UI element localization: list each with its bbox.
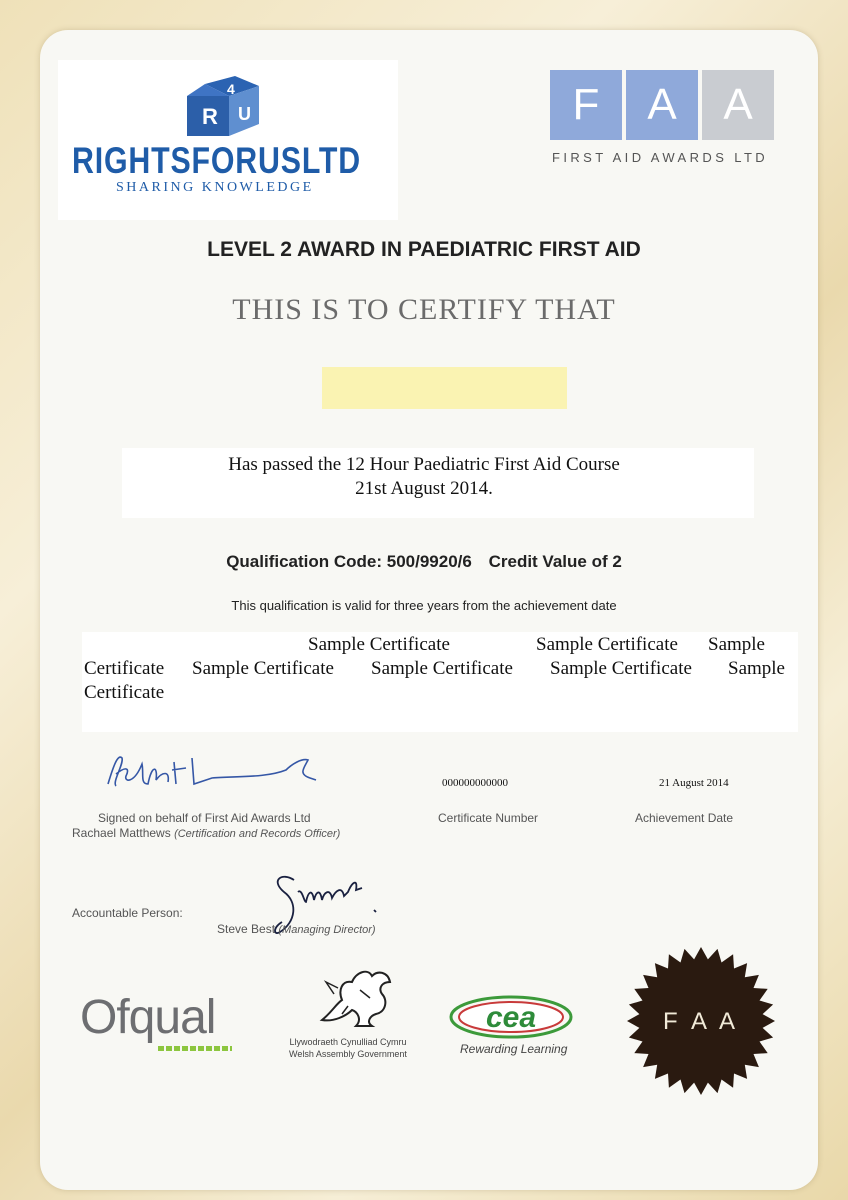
cube-letter-u: U (238, 104, 251, 124)
validity-note: This qualification is valid for three years from the achievement date (231, 598, 617, 613)
welsh-assembly-text (286, 1036, 410, 1060)
rightsforus-tagline: SHARING KNOWLEDGE (116, 180, 314, 195)
passed-line: Has passed the 12 Hour Paediatric First Aid Course (228, 454, 620, 475)
signer-role: (Certification and Records Officer) (174, 828, 341, 840)
certificate-number-value: 000000000000 (442, 777, 508, 789)
accountable-person-label: Accountable Person: (72, 906, 183, 920)
recipient-name-redaction (322, 367, 567, 409)
welsh-dragon-icon (312, 960, 400, 1032)
accountable-line (217, 922, 376, 936)
ofqual-logo: Ofqual (80, 991, 216, 1044)
accountable-name: Steve Best (217, 922, 276, 936)
faa-tile-f: F (550, 70, 622, 140)
cea-logo (448, 994, 574, 1040)
ofqual-dots (158, 1046, 232, 1051)
signed-on-behalf-label: Signed on behalf of First Aid Awards Ltd (98, 811, 311, 825)
qualification-info (0, 552, 848, 572)
sample-text: Certificate (84, 682, 165, 703)
welsh-line-2: Welsh Assembly Government (289, 1049, 407, 1059)
cube-letter-r: R (202, 104, 218, 129)
faa-tile-a1: A (626, 70, 698, 140)
welsh-line-1: Llywodraeth Cynulliad Cymru (289, 1037, 407, 1047)
r4u-cube-icon (183, 74, 263, 144)
course-date-line: 21st August 2014. (355, 478, 493, 499)
sample-text: Sample Certificate (550, 658, 692, 679)
signer-line (72, 826, 340, 840)
accountable-role: (Managing Director) (278, 924, 376, 936)
sample-text: Sample Certificate (192, 658, 334, 679)
achievement-date-value: 21 August 2014 (659, 777, 729, 789)
course-text (0, 453, 848, 501)
sample-text: Sample (708, 634, 765, 655)
certify-text: THIS IS TO CERTIFY THAT (232, 293, 616, 326)
sample-text: Sample (728, 658, 785, 679)
rightsforus-name: RIGHTSFORUSLTD (72, 140, 362, 181)
faa-seal (626, 946, 776, 1096)
qualification-code: Qualification Code: 500/9920/6 (226, 552, 472, 571)
sample-text: Certificate (84, 658, 165, 679)
achievement-date-label: Achievement Date (635, 811, 734, 825)
cea-tagline: Rewarding Learning (460, 1042, 568, 1056)
faa-tile-a2: A (702, 70, 774, 140)
cea-mark: cea (485, 1001, 537, 1034)
credit-value: Credit Value of 2 (488, 552, 622, 571)
award-title: LEVEL 2 AWARD IN PAEDIATRIC FIRST AID (207, 238, 641, 261)
cube-letter-4: 4 (227, 81, 235, 97)
certificate-number-label: Certificate Number (438, 811, 539, 825)
signature-rachael-matthews (96, 744, 326, 800)
sample-text: Sample Certificate (308, 634, 450, 655)
faa-seal-text: F A A (662, 1008, 740, 1035)
sample-text: Sample Certificate (536, 634, 678, 655)
faa-subtitle: FIRST AID AWARDS LTD (552, 150, 769, 165)
signer-name: Rachael Matthews (72, 826, 171, 840)
sample-text: Sample Certificate (371, 658, 513, 679)
certify-heading (0, 293, 848, 327)
